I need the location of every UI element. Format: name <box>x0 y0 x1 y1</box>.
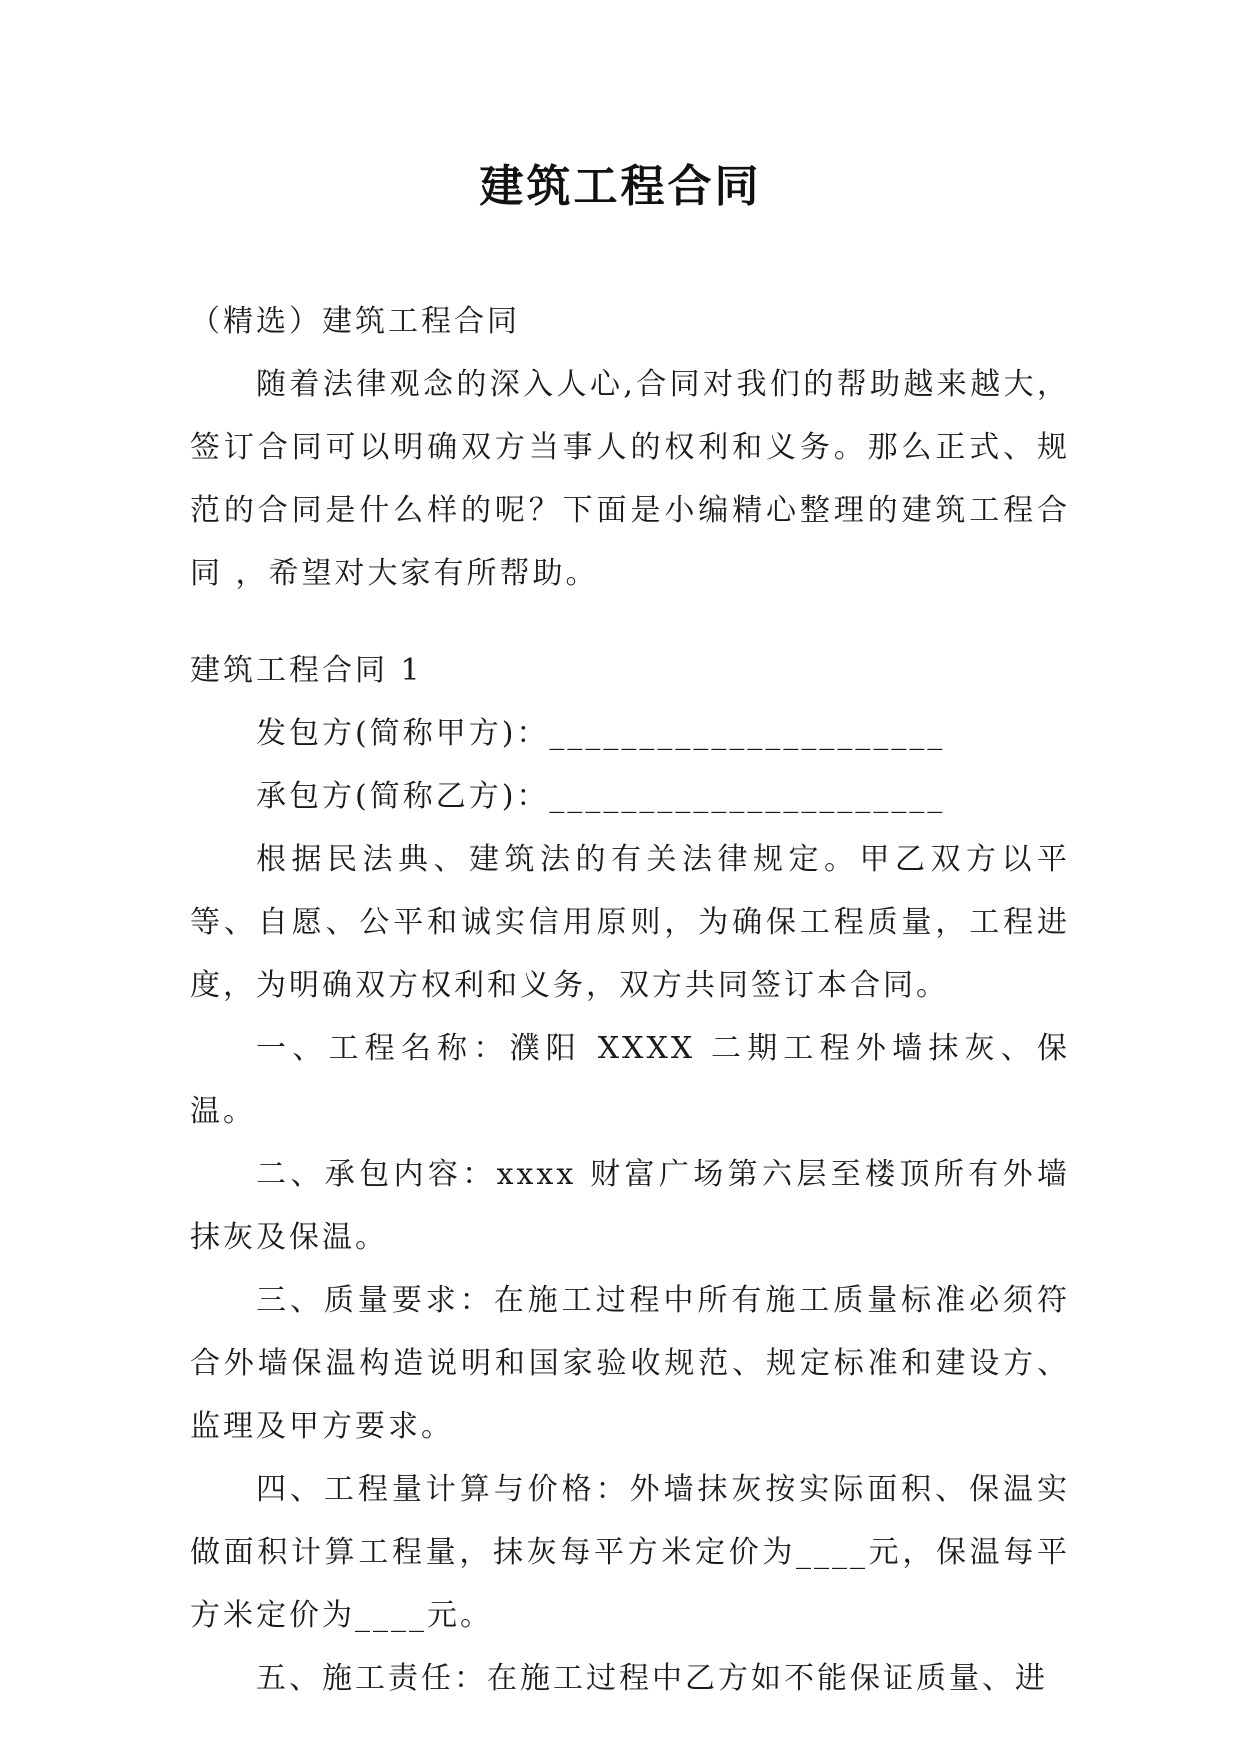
clause-project-name: 一、工程名称：濮阳 XXXX 二期工程外墙抹灰、保温。 <box>190 1031 1070 1129</box>
section-heading: 建筑工程合同 1 <box>190 653 423 688</box>
clause-contract-scope: 二、承包内容：xxxx 财富广场第六层至楼顶所有外墙抹灰及保温。 <box>190 1157 1070 1255</box>
clause-construction-responsibility: 五、施工责任：在施工过程中乙方如不能保证质量、进 <box>256 1661 1048 1696</box>
document-title: 建筑工程合同 <box>479 161 762 212</box>
intro-paragraph: 随着法律观念的深入人心,合同对我们的帮助越来越大，签订合同可以明确双方当事人的权利和义务。那么正式、规范的合同是什么样的呢？下面是小编精心整理的建筑工程合同 ，希望对大家有所帮助。 <box>190 367 1070 591</box>
clause-quantity-and-price: 四、工程量计算与价格：外墙抹灰按实际面积、保温实做面积计算工程量，抹灰每平方米定价为____元，保温每平方米定价为____元。 <box>190 1472 1070 1633</box>
party-a-line: 发包方(简称甲方)：______________________ <box>256 716 946 751</box>
party-b-line: 承包方(简称乙方)：______________________ <box>256 779 946 814</box>
paragraph-gap <box>190 605 1070 639</box>
preamble-paragraph: 根据民法典、建筑法的有关法律规定。甲乙双方以平等、自愿、公平和诚实信用原则，为确保工程质量，工程进度，为明确双方权利和义务，双方共同签订本合同。 <box>190 842 1070 1003</box>
document-body <box>190 290 1070 1710</box>
document-subtitle: （精选）建筑工程合同 <box>190 304 520 339</box>
clause-quality-requirements: 三、质量要求：在施工过程中所有施工质量标准必须符合外墙保温构造说明和国家验收规范、规定标准和建设方、监理及甲方要求。 <box>190 1283 1070 1444</box>
